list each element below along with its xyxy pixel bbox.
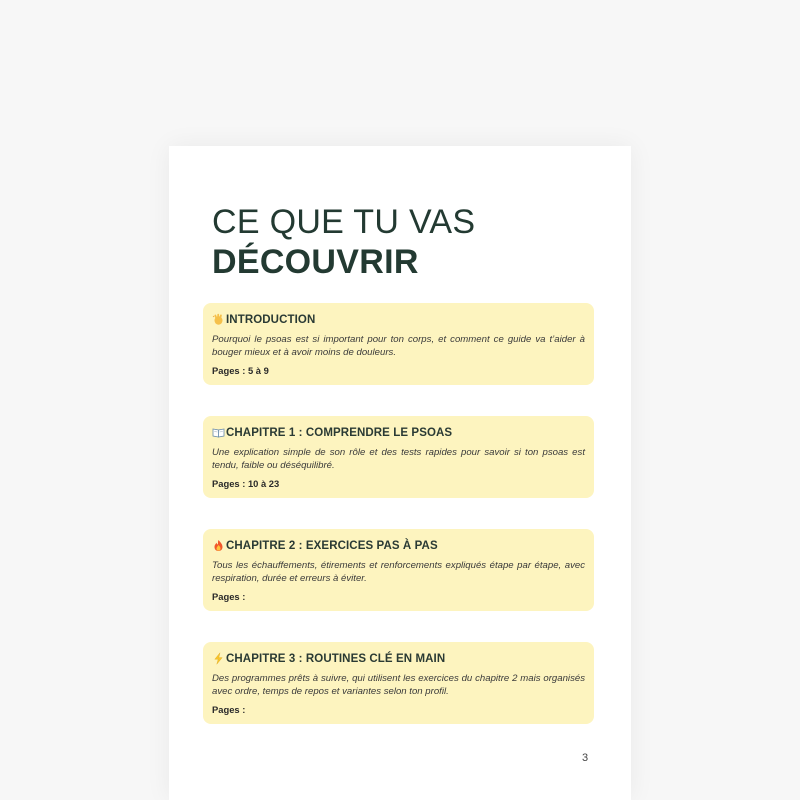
section-card-chapter-2 (203, 529, 594, 611)
section-title (212, 539, 585, 552)
section-card-chapter-3 (203, 642, 594, 724)
section-pages: Pages : (212, 704, 246, 715)
section-title (212, 313, 585, 326)
page-title (212, 202, 475, 282)
section-description: Des programmes prêts à suivre, qui utilisent les exercices du chapitre 2 mais organisés avec ordre, temps de repos et variantes selon ton profil. (212, 673, 585, 697)
section-pages: Pages : (212, 591, 246, 602)
section-title-text: CHAPITRE 2 : EXERCICES PAS À PAS (226, 539, 438, 552)
page-title-line2: DÉCOUVRIR (212, 243, 419, 281)
section-card-introduction (203, 303, 594, 385)
section-description: Une explication simple de son rôle et des tests rapides pour savoir si ton psoas est tendu, faible ou déséquilibré. (212, 447, 585, 471)
section-description: Tous les échauffements, étirements et renforcements expliqués étape par étape, avec respiration, durée et erreurs à éviter. (212, 560, 585, 584)
section-title-text: INTRODUCTION (226, 313, 316, 326)
page-number: 3 (582, 752, 589, 764)
section-title-text: CHAPITRE 1 : COMPRENDRE LE PSOAS (226, 426, 453, 439)
document-page (169, 146, 631, 800)
section-title (212, 652, 585, 665)
lightning-icon (212, 652, 225, 665)
fire-icon (212, 539, 225, 552)
section-pages: Pages : 5 à 9 (212, 365, 269, 376)
section-title-text: CHAPITRE 3 : ROUTINES CLÉ EN MAIN (226, 652, 446, 665)
page-title-line1: CE QUE TU VAS (212, 203, 476, 241)
section-pages: Pages : 10 à 23 (212, 478, 280, 489)
section-card-chapter-1 (203, 416, 594, 498)
section-title (212, 426, 585, 439)
open-book-icon (212, 426, 225, 439)
waving-hand-icon (212, 313, 225, 326)
section-description: Pourquoi le psoas est si important pour ton corps, et comment ce guide va t’aider à bouger mieux et à avoir moins de douleurs. (212, 334, 585, 358)
